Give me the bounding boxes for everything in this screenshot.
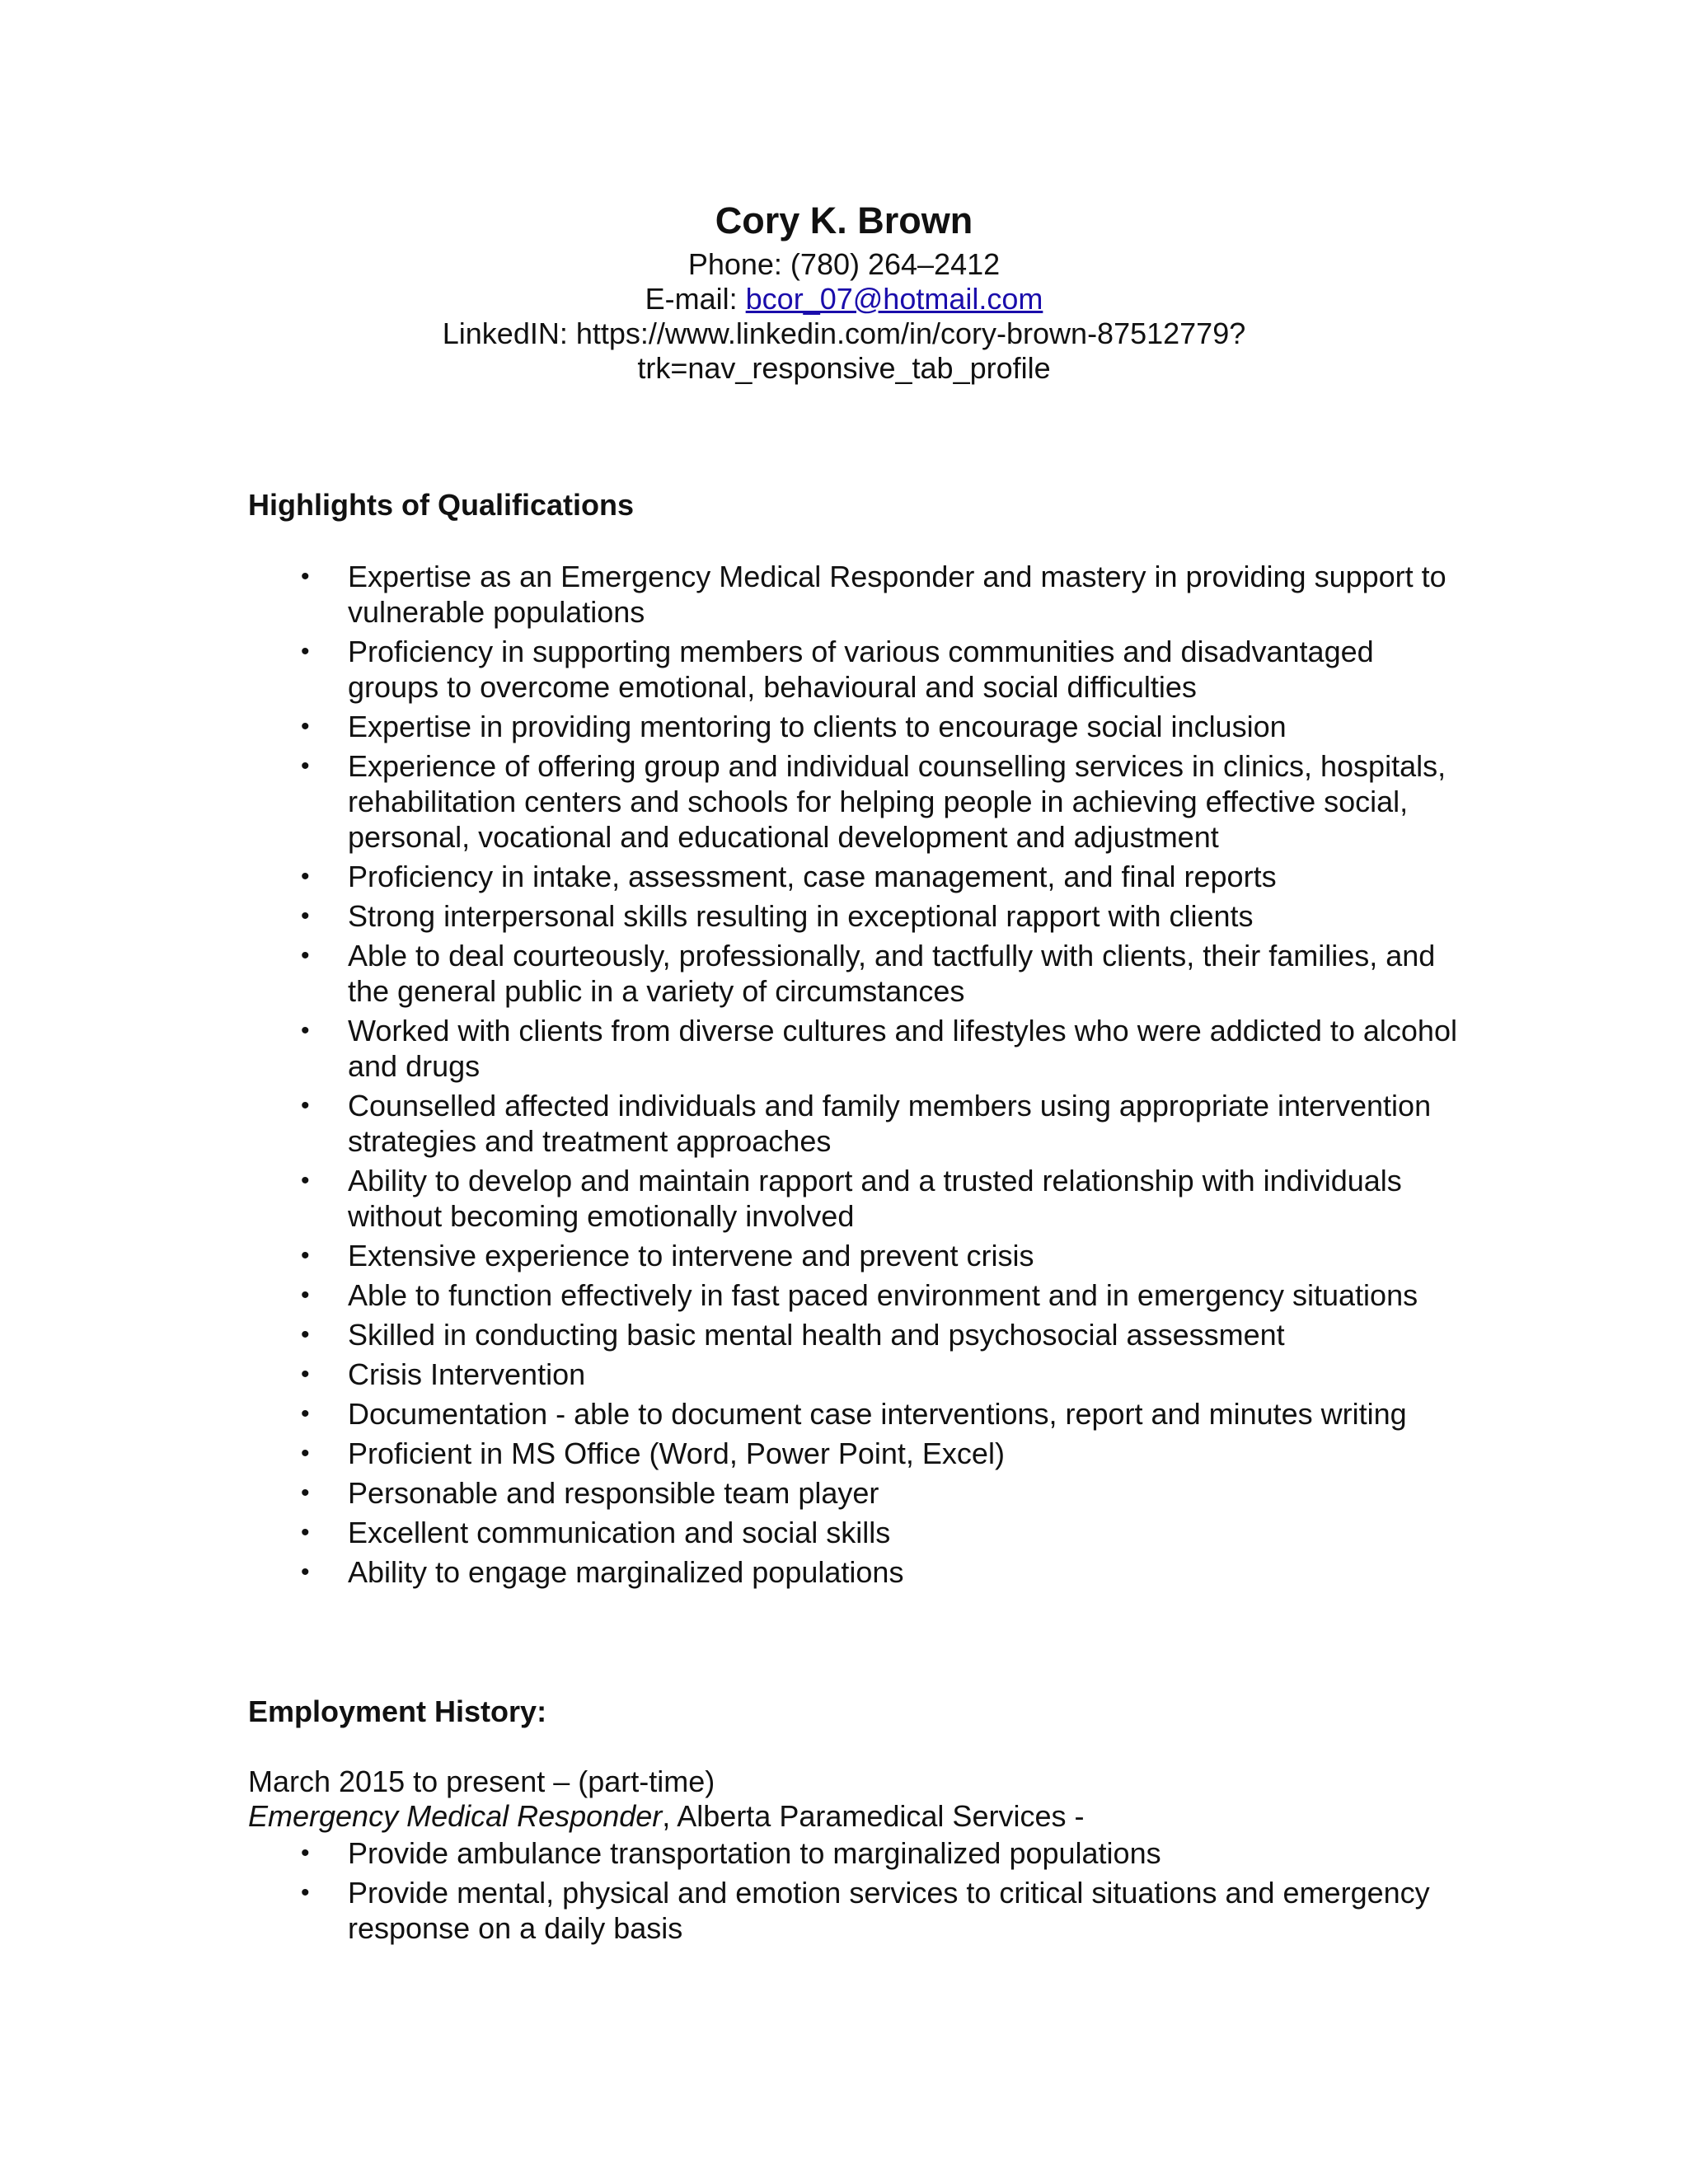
candidate-name: Cory K. Brown [715, 199, 973, 241]
highlight-item [248, 1163, 1468, 1234]
bullet-icon: • [301, 563, 310, 590]
highlight-item-text: Counselled affected individuals and family members using appropriate intervention strategies and treatment approaches [348, 1089, 1432, 1158]
email-label: E-mail: [645, 282, 746, 316]
phone-line: Phone: (780) 264–2412 [687, 247, 1001, 281]
highlight-item [248, 1277, 1468, 1313]
job1-employer: , Alberta Paramedical Services - [662, 1799, 1085, 1833]
highlight-item-text: Worked with clients from diverse cultures and lifestyles who were addicted to alcohol and drugs [348, 1014, 1457, 1083]
job1-title-line [248, 1798, 1084, 1834]
highlight-item-text: Ability to develop and maintain rapport and a trusted relationship with individuals without becoming emotionally involved [348, 1164, 1402, 1233]
bullet-icon: • [301, 1519, 310, 1546]
highlight-item [248, 634, 1468, 705]
job1-duty-item [248, 1875, 1468, 1946]
bullet-icon: • [301, 1558, 310, 1586]
resume-header [0, 194, 1688, 386]
highlight-item-text: Proficiency in supporting members of various communities and disadvantaged groups to overcome emotional, behavioural and social difficulties [348, 635, 1374, 704]
job1-duty-item-text: Provide mental, physical and emotion services to critical situations and emergency response on a daily basis [348, 1876, 1430, 1945]
bullet-icon: • [301, 713, 310, 740]
highlight-item-text: Skilled in conducting basic mental health and psychosocial assessment [348, 1318, 1285, 1352]
highlights-heading: Highlights of Qualifications [248, 488, 634, 522]
bullet-icon: • [301, 1840, 310, 1867]
bullet-icon: • [301, 1879, 310, 1906]
bullet-icon: • [301, 1092, 310, 1119]
linkedin-line-1: LinkedIN: https://www.linkedin.com/in/cory-brown-87512779? [442, 316, 1246, 350]
highlight-item-text: Documentation - able to document case interventions, report and minutes writing [348, 1397, 1407, 1431]
highlight-item [248, 938, 1468, 1009]
email-link[interactable]: bcor_07@hotmail.com [745, 282, 1043, 316]
highlight-item-text: Proficient in MS Office (Word, Power Point, Excel) [348, 1436, 1005, 1470]
bullet-icon: • [301, 752, 310, 780]
highlight-item-text: Excellent communication and social skills [348, 1516, 891, 1549]
highlight-item [248, 748, 1468, 855]
highlight-item [248, 1317, 1468, 1352]
highlight-item-text: Ability to engage marginalized populations [348, 1555, 904, 1589]
highlight-item [248, 709, 1468, 744]
highlight-item [248, 1238, 1468, 1273]
job1-duties-list [248, 1835, 1468, 1950]
highlight-item-text: Able to function effectively in fast paced environment and in emergency situations [348, 1278, 1418, 1312]
bullet-icon: • [301, 942, 310, 969]
bullet-icon: • [301, 638, 310, 665]
bullet-icon: • [301, 1479, 310, 1507]
highlight-item-text: Experience of offering group and individual counselling services in clinics, hospitals, rehabilitation centers and schools for helping people in achieving effective social, personal, vocational and educational development and adjustment [348, 749, 1447, 854]
bullet-icon: • [301, 1400, 310, 1427]
highlight-item [248, 859, 1468, 894]
highlight-item [248, 1554, 1468, 1590]
highlight-item [248, 1396, 1468, 1432]
highlight-item-text: Strong interpersonal skills resulting in exceptional rapport with clients [348, 899, 1254, 933]
highlight-item [248, 1088, 1468, 1159]
bullet-icon: • [301, 1282, 310, 1309]
highlight-item [248, 898, 1468, 934]
bullet-icon: • [301, 1321, 310, 1348]
highlight-item [248, 559, 1468, 630]
bullet-icon: • [301, 863, 310, 890]
highlight-item-text: Crisis Intervention [348, 1357, 586, 1391]
highlight-item-text: Expertise in providing mentoring to clients to encourage social inclusion [348, 710, 1287, 743]
highlight-item-text: Extensive experience to intervene and prevent crisis [348, 1239, 1034, 1272]
bullet-icon: • [301, 1017, 310, 1044]
bullet-icon: • [301, 1440, 310, 1467]
highlight-item [248, 1475, 1468, 1511]
highlight-item [248, 1013, 1468, 1084]
job1-duty-item-text: Provide ambulance transportation to marginalized populations [348, 1836, 1161, 1870]
highlight-item [248, 1515, 1468, 1550]
highlight-item [248, 1357, 1468, 1392]
highlight-item-text: Personable and responsible team player [348, 1476, 879, 1510]
highlight-item-text: Expertise as an Emergency Medical Responder and mastery in providing support to vulnerable populations [348, 560, 1447, 629]
job1-dates: March 2015 to present – (part-time) [248, 1765, 715, 1798]
employment-heading: Employment History: [248, 1694, 547, 1728]
bullet-icon: • [301, 902, 310, 930]
bullet-icon: • [301, 1242, 310, 1269]
highlight-item [248, 1436, 1468, 1471]
linkedin-line-2: trk=nav_responsive_tab_profile [637, 351, 1051, 385]
email-line [0, 282, 1688, 316]
bullet-icon: • [301, 1361, 310, 1388]
job1-duty-item [248, 1835, 1468, 1871]
bullet-icon: • [301, 1167, 310, 1194]
highlight-item-text: Proficiency in intake, assessment, case management, and final reports [348, 860, 1277, 893]
highlight-item-text: Able to deal courteously, professionally, and tactfully with clients, their families, and the general public in a variety of circumstances [348, 939, 1436, 1008]
job1-title: Emergency Medical Responder [248, 1799, 663, 1833]
highlights-list [248, 559, 1468, 1594]
